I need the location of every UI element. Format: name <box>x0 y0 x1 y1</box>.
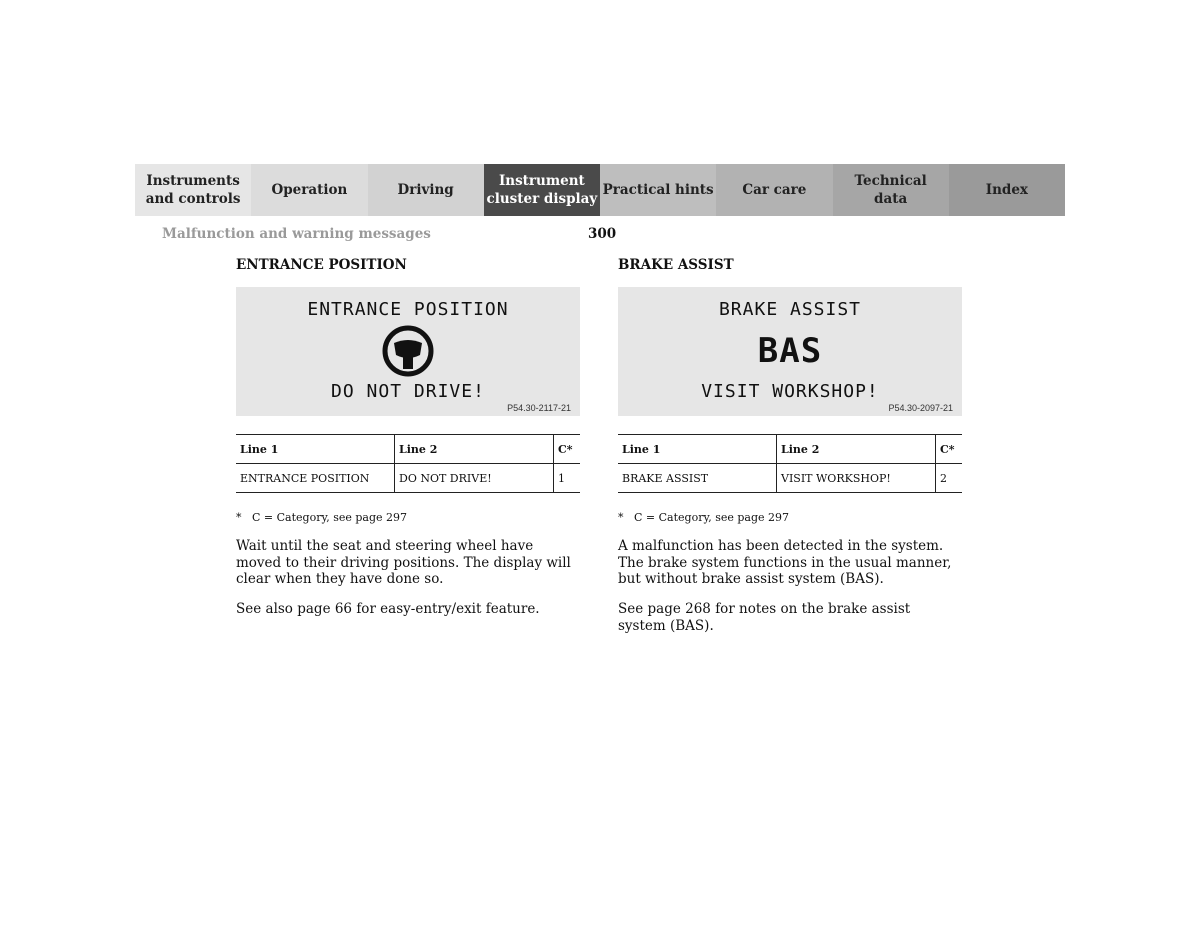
tab-car-care[interactable]: Car care <box>716 164 832 216</box>
display-illustration <box>236 287 580 416</box>
footnote <box>236 511 580 524</box>
message-table <box>236 434 580 493</box>
running-head: Malfunction and warning messages <box>162 226 431 242</box>
footnote-text: C = Category, see page 297 <box>634 511 790 524</box>
tab-technical-data[interactable]: Technical data <box>833 164 949 216</box>
tab-instrument-cluster-display[interactable]: Instrument cluster display <box>484 164 600 216</box>
table-header-line-2: Line 2 <box>777 435 936 464</box>
table-cell-line-2: VISIT WORKSHOP! <box>777 464 936 493</box>
section-title: ENTRANCE POSITION <box>236 257 407 273</box>
table-cell-category: 2 <box>936 464 963 493</box>
section-title: BRAKE ASSIST <box>618 257 734 273</box>
table-cell-category: 1 <box>554 464 581 493</box>
footnote-marker: * <box>618 511 624 524</box>
tab-instruments-and-controls[interactable]: Instruments and controls <box>135 164 251 216</box>
table-header-line-1: Line 1 <box>236 435 395 464</box>
body-paragraph: Wait until the seat and steering wheel have moved to their driving positions. The display will clear when they have done so. <box>236 538 571 587</box>
page-number: 300 <box>588 226 617 242</box>
display-line-1: ENTRANCE POSITION <box>307 299 509 320</box>
body-paragraph: A malfunction has been detected in the system. The brake system functions in the usual manner, but without brake assist system (BAS). <box>618 538 952 587</box>
table-cell-line-1: ENTRANCE POSITION <box>236 464 395 493</box>
steering-wheel-icon <box>380 325 436 377</box>
table-cell-line-2: DO NOT DRIVE! <box>395 464 554 493</box>
body-paragraph: See also page 66 for easy-entry/exit feature. <box>236 601 540 617</box>
table-row <box>236 464 580 493</box>
brake-assist-section <box>618 256 962 648</box>
table-cell-line-1: BRAKE ASSIST <box>618 464 777 493</box>
table-header-line-1: Line 1 <box>618 435 777 464</box>
tab-practical-hints[interactable]: Practical hints <box>600 164 716 216</box>
display-illustration <box>618 287 962 416</box>
tab-operation[interactable]: Operation <box>251 164 367 216</box>
display-bas-symbol: BAS <box>757 331 823 371</box>
tab-index[interactable]: Index <box>949 164 1065 216</box>
table-row <box>618 464 962 493</box>
entrance-position-section <box>236 256 580 631</box>
display-line-1: BRAKE ASSIST <box>718 299 862 320</box>
table-header-category: C* <box>936 435 963 464</box>
body-paragraph: See page 268 for notes on the brake assist system (BAS). <box>618 601 911 634</box>
message-table <box>618 434 962 493</box>
footnote-text: C = Category, see page 297 <box>252 511 408 524</box>
figure-reference: P54.30-2097-21 <box>888 403 953 413</box>
table-header-category: C* <box>554 435 581 464</box>
display-line-2: VISIT WORKSHOP! <box>701 381 879 402</box>
table-header-line-2: Line 2 <box>395 435 554 464</box>
tab-driving[interactable]: Driving <box>368 164 484 216</box>
figure-reference: P54.30-2117-21 <box>507 403 571 413</box>
footnote <box>618 511 962 524</box>
display-line-2: DO NOT DRIVE! <box>331 381 485 402</box>
chapter-tabs <box>135 164 1065 216</box>
footnote-marker: * <box>236 511 242 524</box>
